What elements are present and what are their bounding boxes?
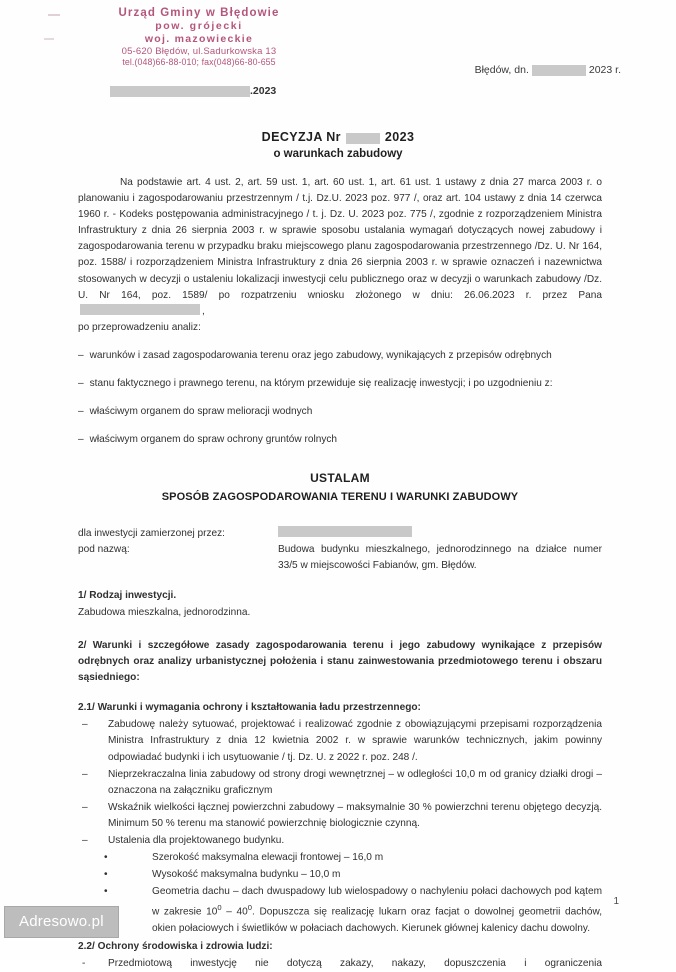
investment-name-row — [78, 542, 602, 574]
after-analysis-line: po przeprowadzeniu analiz: — [78, 321, 201, 333]
stamp-office-name: Urząd Gminy w Błędowie — [118, 7, 280, 19]
dash-glyph-icon: – — [82, 768, 88, 780]
decision-number-prefix: DECYZJA Nr — [261, 130, 341, 144]
analysis-item-text: właściwym organem do spraw melioracji wodnych — [89, 406, 313, 418]
degree-symbol-2: 0 — [247, 903, 253, 913]
ustalam-subheading: SPOSÓB ZAGOSPODAROWANIA TERENU I WARUNKI ZABUDOWY — [161, 491, 519, 504]
place-date-prefix: Błędów, dn. — [474, 64, 529, 76]
ustalam-heading: USTALAM — [310, 471, 370, 486]
bullet-dot-icon: • — [104, 886, 108, 898]
analysis-item — [78, 376, 602, 392]
document-body — [78, 175, 602, 972]
page-subtitle: o warunkach zabudowy — [273, 148, 403, 160]
investor-row — [78, 526, 602, 542]
stamp-contact: tel.(048)66-88-010; fax(048)66-80-655 — [122, 57, 276, 68]
dash-glyph-icon: – — [82, 801, 88, 813]
list-item-text: Przedmiotową inwestycję nie dotyczą zakazy, nakazy, dopuszczenia i ograniczenia — [108, 958, 602, 970]
sub-list-item — [78, 867, 602, 883]
redaction-bar-investor — [278, 526, 412, 537]
bullet-dot-icon: • — [104, 869, 108, 881]
sub-list-item — [78, 850, 602, 866]
stamp-voivodeship: woj. mazowieckie — [144, 32, 254, 45]
watermark-adresowo: Adresowo.pl — [4, 906, 119, 938]
dash-glyph-icon: – — [78, 349, 84, 361]
dash-glyph-icon: – — [82, 835, 88, 846]
section-1-heading: 1/ Rodzaj inwestycji. — [78, 589, 177, 601]
investor-value — [278, 526, 602, 539]
redaction-bar-reference — [110, 86, 250, 97]
stamp-address: 05-620 Błędów, ul.Sadurkowska 13 — [121, 45, 277, 57]
roof-text-part-1: Geometria dachu – dach dwuspadowy lub wielospadowy o nachyleniu połaci dachowych pod kątem w zakresie 10 — [152, 886, 602, 918]
roof-text-part-3: . Dopuszcza się realizację lukarn oraz facjat o dowolnej geometrii dachów, okien połaciowych i świetlików w połaciach dachowych. Kierunek głównej kalenicy dachu dowolny. — [152, 906, 602, 934]
dash-glyph-icon: - — [82, 958, 86, 970]
legal-basis-text: Na podstawie art. 4 ust. 2, art. 59 ust. 1, art. 60 ust. 1, art. 61 ust. 1 ustawy z dnia 27 marca 2003 r. o planowaniu i zagospodarowaniu przestrzennym / t.j. Dz.U. 2023 poz. 977 /, oraz art. 104 ustawy z dnia 14 czerwca 1960 r. - Kodeks postępowania administracyjnego / t. j. Dz. U. 2023 poz. 775 /, zgodnie z rozporządzeniem Ministra Infrastruktury z dnia 26 sierpnia 2003 r. w sprawie sposobu ustalania wymagań dotyczących nowej zabudowy i zagospodarowania terenu w przypadku braku miejscowego planu zagospodarowania przestrzennego /Dz. U. Nr 164, poz. 1588/ i rozporządzeniem Ministra Infrastruktury z dnia 26 sierpnia 2003 r. w sprawie oznaczeń i nazewnictwa stosowanych w decyzji o ustaleniu lokalizacji inwestycji celu publicznego oraz w decyzji o warunkach zabudowy /Dz. U. Nr 164, poz. 1589/ po rozpatrzeniu wniosku złożonego w dniu: 26.06.2023 r. przez Pana — [78, 177, 602, 301]
decision-number-year: 2023 — [384, 130, 415, 144]
sub-list-item-text: Wysokość maksymalna budynku – 10,0 m — [152, 869, 341, 881]
investment-name-value: Budowa budynku mieszkalnego, jednorodzinnego na działce numer 33/5 w miejscowości Fabianów, gm. Błędów. — [278, 543, 602, 571]
office-stamp — [74, 6, 324, 68]
redaction-bar-decision-number — [346, 133, 380, 144]
list-item — [78, 800, 602, 832]
legal-basis-paragraph — [78, 175, 602, 320]
title-block — [0, 130, 676, 160]
list-item — [78, 956, 602, 972]
analysis-item — [78, 432, 602, 448]
investment-name-label: pod nazwą: — [78, 543, 130, 555]
list-item-text: Nieprzekraczalna linia zabudowy od strony drogi wewnętrznej – w odległości 10,0 m od granicy działki drogi – oznaczona na załączniku graficznym — [108, 768, 602, 796]
analysis-item-text: stanu faktycznego i prawnego terenu, na którym przewiduje się realizację inwestycji; i po uzgodnieniu z: — [89, 378, 553, 390]
stamp-smudge-mark-2 — [44, 38, 54, 40]
analysis-item-text: właściwym organem do spraw ochrony gruntów rolnych — [89, 434, 338, 446]
list-item-text: Wskaźnik wielkości łącznej powierzchni zabudowy – maksymalnie 30 % powierzchni terenu objętego decyzją. Minimum 50 % terenu ma stanowić powierzchnię biologicznie czynną. — [108, 801, 602, 829]
roof-text-part-2: – 40 — [221, 906, 248, 918]
place-date-suffix: 2023 r. — [588, 64, 621, 76]
sub-list-item-text: Szerokość maksymalna elewacji frontowej – 16,0 m — [152, 852, 384, 864]
stamp-county: pow. grójecki — [155, 20, 243, 33]
investment-block — [78, 526, 602, 574]
stamp-reference-year: .2023 — [250, 85, 277, 97]
analysis-item — [78, 348, 602, 364]
dash-glyph-icon: – — [78, 434, 84, 446]
investor-label: dla inwestycji zamierzonej przez: — [78, 527, 225, 539]
list-item-text: Zabudowę należy sytuować, projektować i realizować zgodnie z obowiązującymi przepisami rozporządzenia Ministra Infrastruktury z dnia 12 kwietnia 2002 r. w sprawie warunków technicznych, jakim powinny odpowiadać budynki i ich usytuowanie / tj. Dz. U. z 2022 r. poz. 248 /. — [108, 719, 602, 763]
redaction-bar-applicant — [80, 304, 200, 315]
page-number: 1 — [613, 896, 619, 907]
analysis-item — [78, 404, 602, 420]
place-and-date — [475, 64, 621, 76]
sub-list-item-text-roof — [152, 884, 602, 937]
redaction-bar-date — [532, 65, 586, 76]
page-title — [0, 130, 676, 144]
dash-glyph-icon: – — [82, 719, 88, 731]
analysis-item-text: warunków i zasad zagospodarowania terenu oraz jego zabudowy, wynikających z przepisów odrębnych — [89, 349, 552, 361]
stamp-reference-number — [110, 85, 276, 97]
list-item — [78, 767, 602, 799]
section-2-1-heading: 2.1/ Warunki i wymagania ochrony i kształtowania ładu przestrzennego: — [78, 702, 421, 714]
degree-symbol-1: 0 — [217, 903, 222, 913]
list-item — [78, 717, 602, 765]
section-2-2-heading: 2.2/ Ochrony środowiska i zdrowia ludzi: — [78, 940, 273, 952]
sub-list-item — [78, 884, 602, 937]
section-1-text: Zabudowa mieszkalna, jednorodzinna. — [78, 606, 251, 618]
list-item — [78, 833, 602, 849]
stamp-smudge-mark — [48, 14, 60, 16]
bullet-dot-icon: • — [104, 852, 108, 864]
legal-basis-tail: , — [202, 305, 205, 317]
dash-glyph-icon: – — [78, 406, 84, 418]
list-item-text: Ustalenia dla projektowanego budynku. — [108, 835, 285, 846]
section-2-heading: 2/ Warunki i szczegółowe zasady zagospodarowania terenu i jego zabudowy wynikające z przepisów odrębnych oraz analizy urbanistycznej położenia i stanu zainwestowania przedmiotowego terenu i obszaru sąsiedniego: — [78, 639, 602, 684]
dash-glyph-icon: – — [78, 378, 84, 390]
